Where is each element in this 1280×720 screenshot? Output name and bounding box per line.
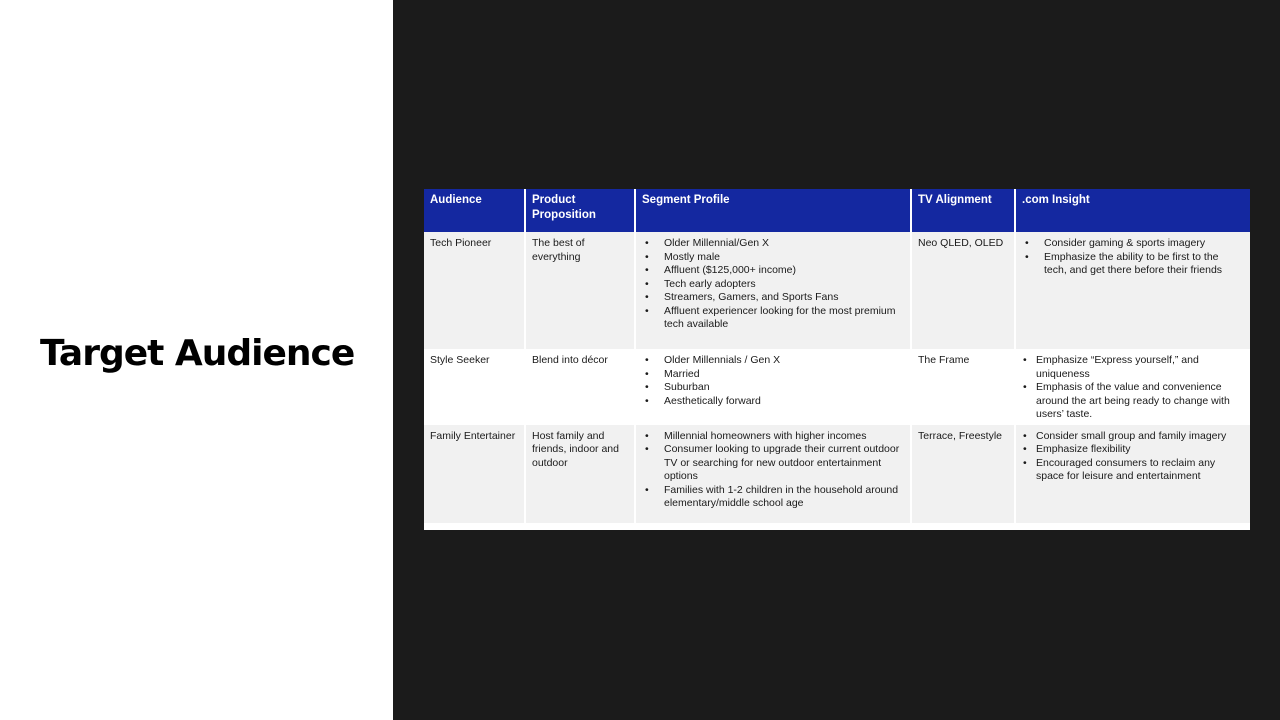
profile-item: • Married (642, 368, 904, 382)
profile-item: • Consumer looking to upgrade their current outdoor TV or searching for new outdoor entertainment options (642, 443, 904, 484)
cell-insight (1015, 425, 1250, 523)
profile-item: • Streamers, Gamers, and Sports Fans (642, 291, 904, 305)
profile-item: • Mostly male (642, 251, 904, 265)
cell-segment-profile (635, 232, 911, 349)
cell-proposition: Blend into décor (525, 349, 635, 425)
cell-insight (1015, 232, 1250, 349)
insight-item: • Emphasize flexibility (1022, 443, 1244, 457)
profile-item: • Tech early adopters (642, 278, 904, 292)
cell-tv-alignment: Terrace, Freestyle (911, 425, 1015, 523)
insight-item: • Emphasis of the value and convenience around the art being ready to change with users’ taste. (1022, 381, 1244, 422)
table-row (424, 425, 1250, 523)
cell-audience: Tech Pioneer (424, 232, 525, 349)
header-segment-profile: Segment Profile (635, 189, 911, 232)
cell-tv-alignment: Neo QLED, OLED (911, 232, 1015, 349)
cell-audience: Family Entertainer (424, 425, 525, 523)
insight-item: • Consider gaming & sports imagery (1022, 237, 1244, 251)
insight-item: • Emphasize the ability to be first to the tech, and get there before their friends (1022, 251, 1244, 278)
cell-tv-alignment: The Frame (911, 349, 1015, 425)
header-com-insight: .com Insight (1015, 189, 1250, 232)
audience-table (424, 189, 1250, 523)
insight-item: • Emphasize “Express yourself,” and uniqueness (1022, 354, 1244, 381)
profile-item: • Affluent ($125,000+ income) (642, 264, 904, 278)
cell-segment-profile (635, 425, 911, 523)
header-audience: Audience (424, 189, 525, 232)
profile-item: • Older Millennial/Gen X (642, 237, 904, 251)
profile-item: • Older Millennials / Gen X (642, 354, 904, 368)
table-header-row (424, 189, 1250, 232)
cell-proposition: The best of everything (525, 232, 635, 349)
audience-table-image (424, 189, 1250, 530)
profile-item: • Aesthetically forward (642, 395, 904, 409)
profile-item: • Affluent experiencer looking for the most premium tech available (642, 305, 904, 332)
insight-item: • Consider small group and family imagery (1022, 430, 1244, 444)
cell-insight (1015, 349, 1250, 425)
profile-item: • Millennial homeowners with higher incomes (642, 430, 904, 444)
insight-item: • Encouraged consumers to reclaim any space for leisure and entertainment (1022, 457, 1244, 484)
table-row (424, 349, 1250, 425)
cell-audience: Style Seeker (424, 349, 525, 425)
slide-title: Target Audience (40, 333, 355, 374)
header-product-proposition: Product Proposition (525, 189, 635, 232)
profile-item: • Suburban (642, 381, 904, 395)
table-row (424, 232, 1250, 349)
profile-item: • Families with 1-2 children in the household around elementary/middle school age (642, 484, 904, 511)
cell-proposition: Host family and friends, indoor and outdoor (525, 425, 635, 523)
header-tv-alignment: TV Alignment (911, 189, 1015, 232)
title-panel (0, 0, 393, 720)
cell-segment-profile (635, 349, 911, 425)
